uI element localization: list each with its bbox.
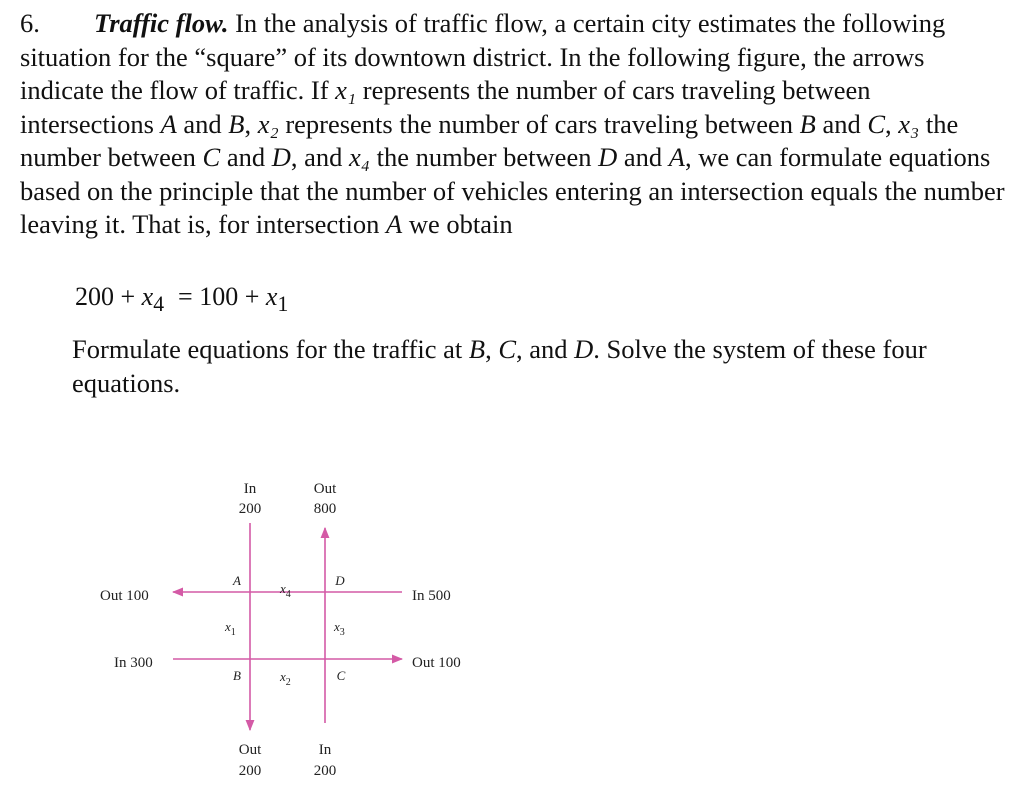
flow-label-top-right-value: 800 [313, 501, 337, 517]
traffic-flow-diagram [0, 470, 1024, 787]
flow-label-bottom-left-value: 200 [238, 763, 262, 779]
problem-text-segment-4: and [176, 108, 229, 139]
problem-text-segment-26: we obtain [402, 209, 513, 239]
problem-text-segment-18: , and [290, 142, 349, 172]
problem-text-segment-21: D [598, 142, 618, 172]
intersection-d-label: D [335, 573, 345, 588]
variable-x1-label: $x_1$ [225, 619, 236, 638]
problem-text-segment-7: x₂ [257, 108, 279, 139]
task-text-segment-6: . Solve the system of these four equations. [72, 334, 927, 398]
problem-text-segment-19: x₄ [348, 142, 370, 172]
problem-text-segment-11: C [867, 108, 886, 139]
problem-text-segment-16: and [220, 142, 272, 172]
problem-title: Traffic flow. [94, 8, 229, 38]
problem-text-segment-9: B [799, 108, 816, 139]
problem-text-segment-10: and [815, 108, 868, 139]
problem-text-segment-5: B [228, 108, 245, 139]
problem-text-segment-23: A [668, 142, 685, 172]
problem-text-segment-22: and [617, 142, 669, 172]
task-text-segment-4: , and [516, 334, 575, 364]
variable-x4-label: $x_4$ [280, 581, 291, 600]
problem-text-segment-12: , [885, 108, 899, 139]
problem-text-segment-2: represents the number of cars traveling between intersections [20, 75, 871, 139]
problem-text-segment-25: A [386, 209, 403, 239]
problem-text-segment-13: x₃ [898, 108, 920, 139]
flow-label-left-top: Out 100 [100, 588, 149, 604]
variable-x2-label: $x_2$ [280, 669, 291, 688]
flow-label-top-left-dir: In [243, 481, 257, 497]
problem-text-segment-15: C [202, 142, 221, 172]
problem-paragraph [20, 7, 1010, 242]
problem-body [20, 8, 1005, 239]
problem-text-segment-3: A [160, 108, 177, 139]
intersection-a-equation: $200 + x_4 = 100 + x_1$ [75, 282, 289, 317]
intersection-b-label: B [233, 668, 241, 683]
task-text-segment-3: C [498, 334, 517, 364]
variable-x3-label: $x_3$ [334, 619, 345, 638]
problem-text-segment-0: In the analysis of traffic flow, a certain city estimates the following situation for the “square” of its downtown district. In the following figure, the arrows indicate the flow of traffic. If [20, 8, 946, 105]
intersection-a-label: A [233, 573, 241, 588]
flow-label-top-right-dir: Out [313, 481, 337, 497]
flow-label-top-left-value: 200 [238, 501, 262, 517]
task-text-segment-2: , [485, 334, 499, 364]
flow-label-left-bottom: In 300 [114, 655, 153, 671]
flow-label-right-bottom: Out 100 [412, 655, 461, 671]
flow-label-right-top: In 500 [412, 588, 451, 604]
problem-text-segment-17: D [271, 142, 291, 172]
problem-text-segment-24: , we can formulate equations based on the principle that the number of vehicles entering an intersection equals the number leaving it. That is, for intersection [20, 142, 1005, 239]
flow-label-bottom-right-value: 200 [313, 763, 337, 779]
problem-text-segment-1: x₁ [335, 75, 357, 105]
flow-label-bottom-left-dir: Out [238, 742, 262, 758]
problem-text-segment-8: represents the number of cars traveling between [278, 108, 800, 139]
task-text-segment-1: B [468, 334, 486, 364]
problem-text-segment-20: the number between [369, 142, 599, 172]
task-text-segment-5: D [574, 334, 594, 364]
flow-label-bottom-right-dir: In [318, 742, 332, 758]
task-text-segment-0: Formulate equations for the traffic at [72, 334, 469, 364]
problem-text-segment-6: , [244, 108, 258, 139]
intersection-c-label: C [336, 668, 346, 683]
task-instruction [72, 333, 1012, 400]
problem-text-segment-14: the number between [20, 108, 959, 172]
problem-number: 6. [20, 8, 40, 38]
